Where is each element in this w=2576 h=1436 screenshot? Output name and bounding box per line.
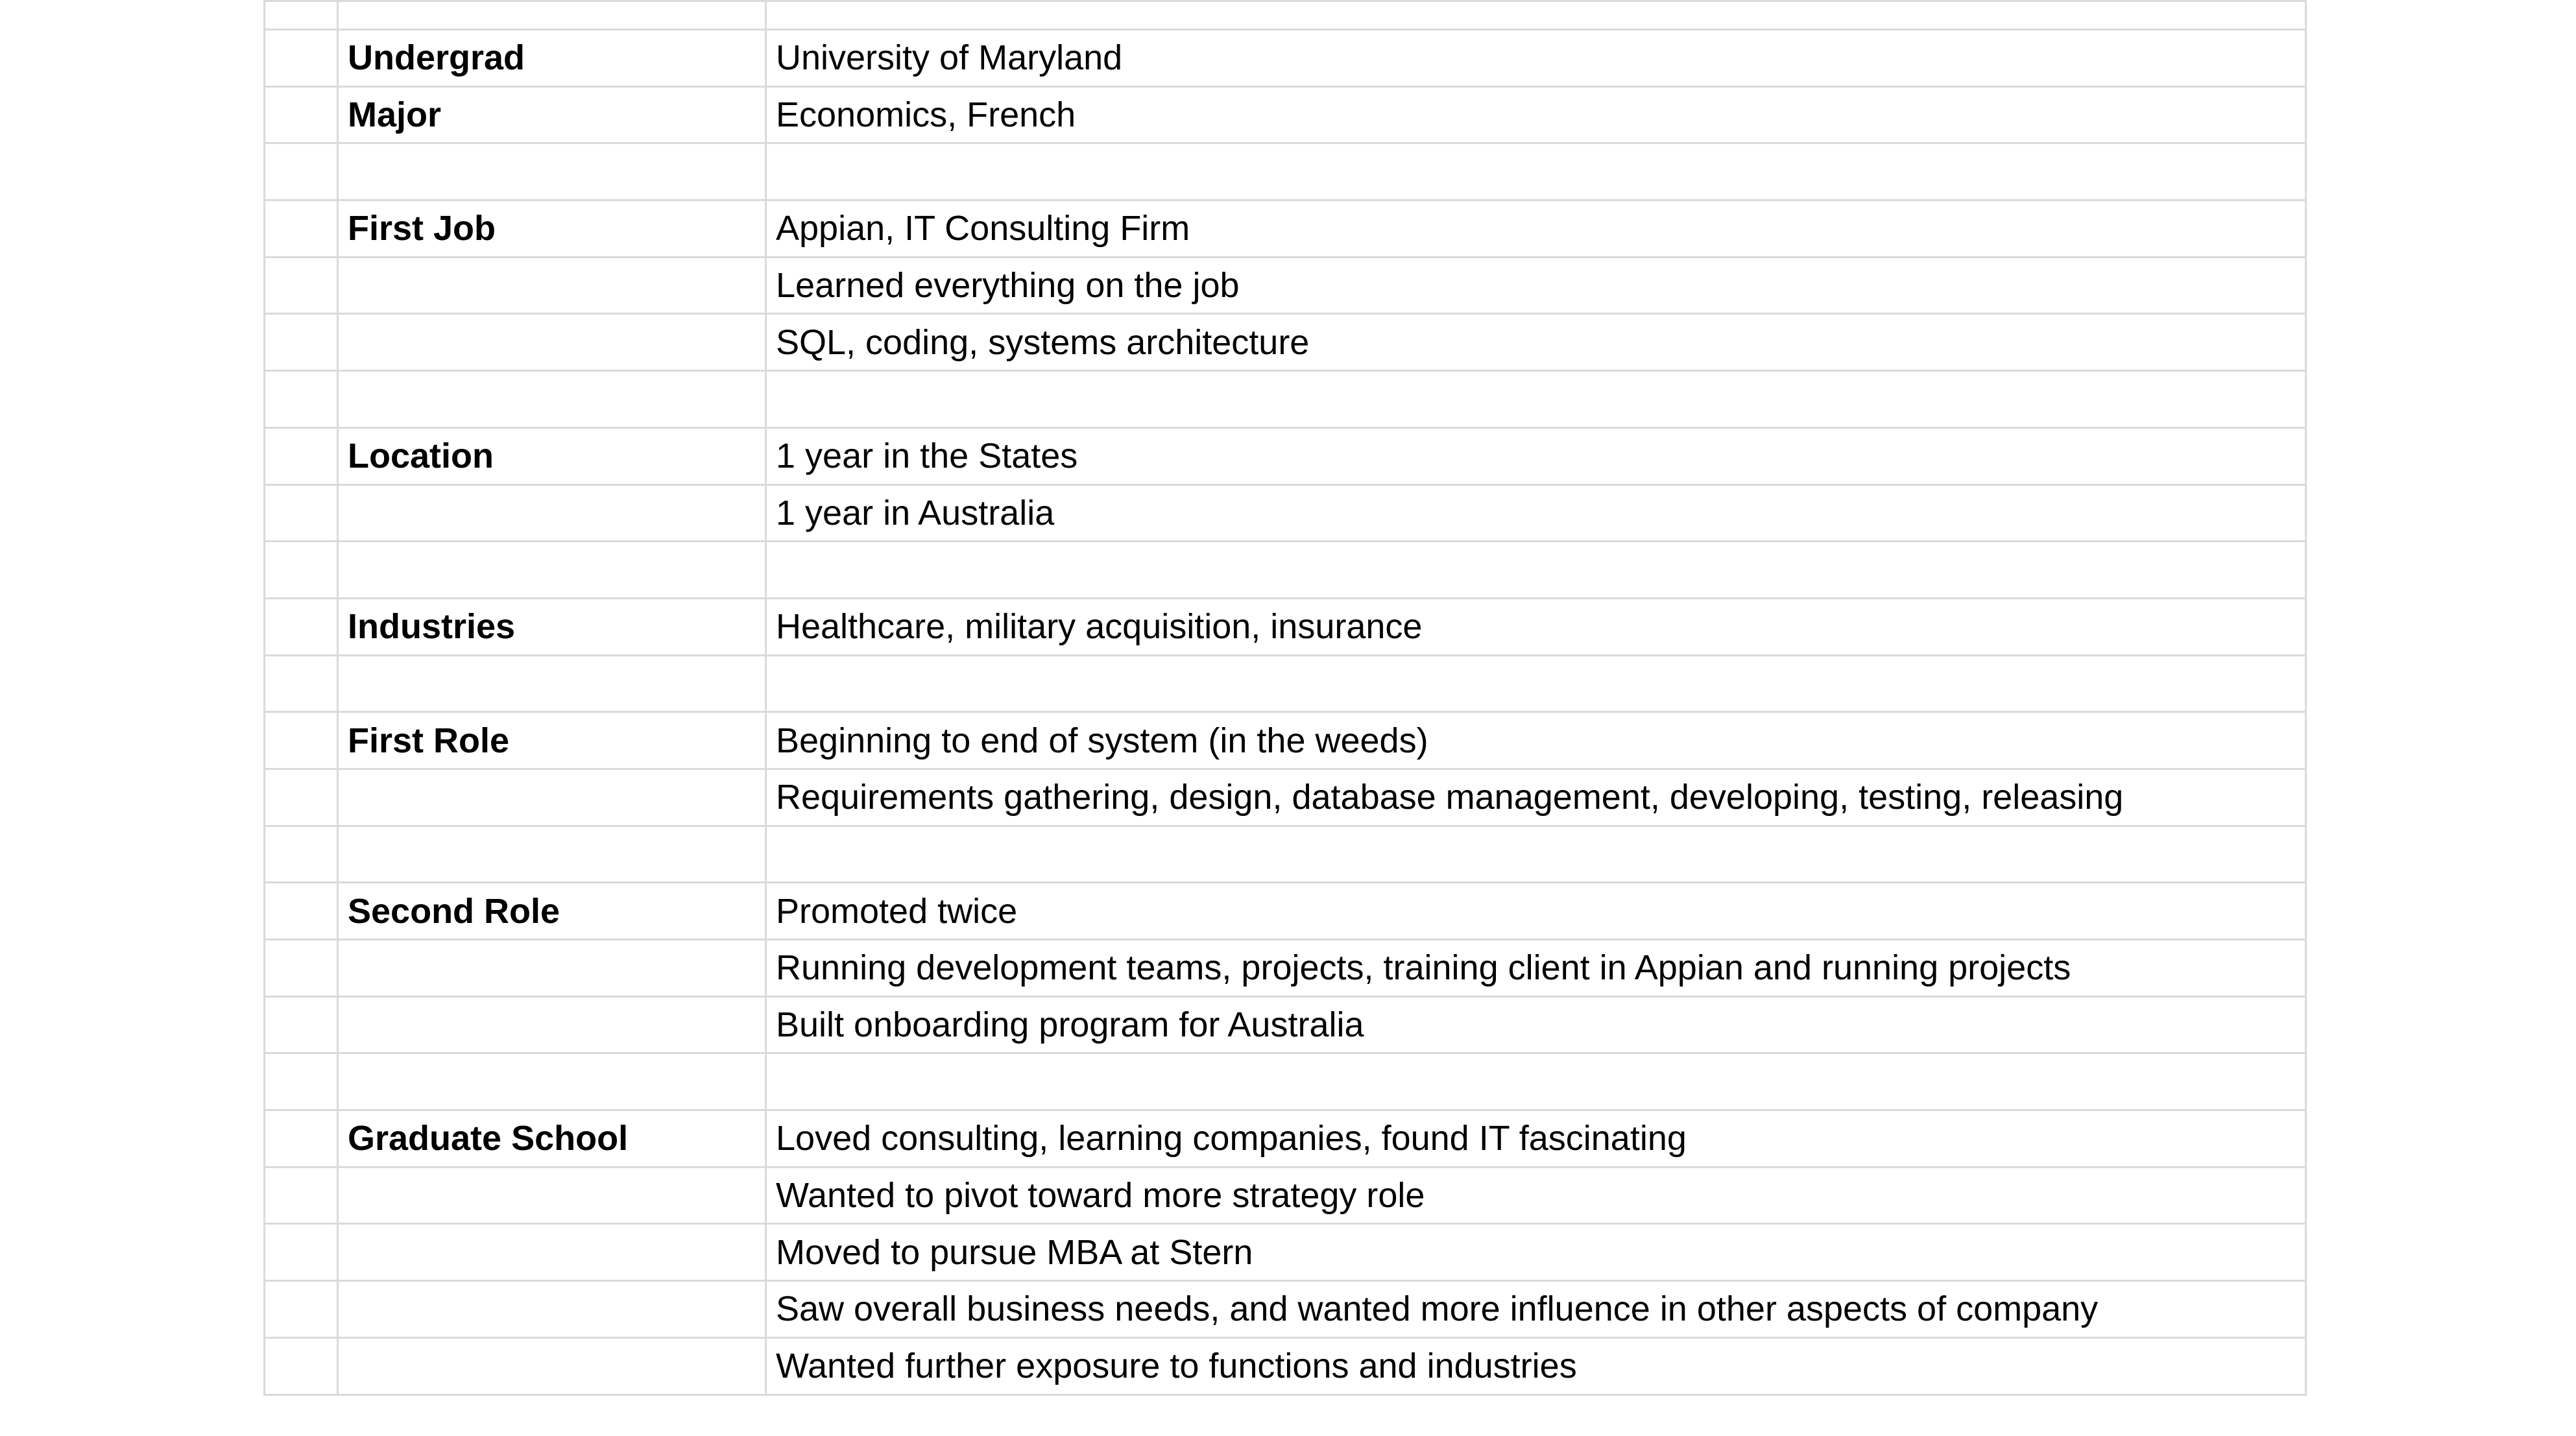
row-index-cell[interactable]: [265, 485, 338, 542]
row-index-cell[interactable]: [265, 1053, 338, 1110]
value-cell[interactable]: SQL, coding, systems architecture: [766, 314, 2306, 371]
value-cell[interactable]: University of Maryland: [766, 30, 2306, 87]
row-index-cell[interactable]: [265, 1, 338, 30]
table-row: [265, 1281, 2306, 1338]
label-cell[interactable]: Second Role: [338, 883, 766, 940]
value-cell[interactable]: [766, 542, 2306, 599]
table-row: [265, 1167, 2306, 1224]
value-cell[interactable]: [766, 371, 2306, 428]
row-index-cell[interactable]: [265, 1337, 338, 1394]
row-index-cell[interactable]: [265, 542, 338, 599]
table-row: [265, 427, 2306, 485]
value-cell[interactable]: Saw overall business needs, and wanted more influence in other aspects of company: [766, 1281, 2306, 1338]
label-cell[interactable]: [338, 1053, 766, 1110]
row-index-cell[interactable]: [265, 1167, 338, 1224]
label-cell[interactable]: [338, 314, 766, 371]
value-cell[interactable]: [766, 1, 2306, 30]
table-row: [265, 655, 2306, 712]
row-index-cell[interactable]: [265, 826, 338, 883]
label-cell[interactable]: Major: [338, 86, 766, 143]
row-index-cell[interactable]: [265, 314, 338, 371]
value-cell[interactable]: [766, 655, 2306, 712]
row-index-cell[interactable]: [265, 1110, 338, 1167]
spreadsheet-body: [265, 1, 2306, 1395]
row-index-cell[interactable]: [265, 769, 338, 826]
table-row: [265, 1224, 2306, 1281]
label-cell[interactable]: [338, 1167, 766, 1224]
value-cell[interactable]: Wanted to pivot toward more strategy role: [766, 1167, 2306, 1224]
value-cell[interactable]: 1 year in Australia: [766, 485, 2306, 542]
table-row: [265, 257, 2306, 314]
value-cell[interactable]: Running development teams, projects, training client in Appian and running projects: [766, 940, 2306, 997]
table-row: [265, 940, 2306, 997]
value-cell[interactable]: Healthcare, military acquisition, insurance: [766, 598, 2306, 655]
table-row: [265, 712, 2306, 769]
row-index-cell[interactable]: [265, 200, 338, 257]
row-index-cell[interactable]: [265, 257, 338, 314]
label-cell[interactable]: [338, 371, 766, 428]
label-cell[interactable]: Industries: [338, 598, 766, 655]
row-index-cell[interactable]: [265, 1224, 338, 1281]
table-row: [265, 30, 2306, 87]
label-cell[interactable]: [338, 996, 766, 1053]
value-cell[interactable]: 1 year in the States: [766, 427, 2306, 485]
label-cell[interactable]: First Role: [338, 712, 766, 769]
table-row: [265, 200, 2306, 257]
table-row: [265, 143, 2306, 200]
value-cell[interactable]: Built onboarding program for Australia: [766, 996, 2306, 1053]
row-index-cell[interactable]: [265, 712, 338, 769]
row-index-cell[interactable]: [265, 598, 338, 655]
table-row: [265, 1337, 2306, 1394]
table-row: [265, 485, 2306, 542]
label-cell[interactable]: [338, 769, 766, 826]
row-index-cell[interactable]: [265, 427, 338, 485]
table-row: [265, 371, 2306, 428]
row-index-cell[interactable]: [265, 371, 338, 428]
label-cell[interactable]: [338, 542, 766, 599]
row-index-cell[interactable]: [265, 655, 338, 712]
value-cell[interactable]: Appian, IT Consulting Firm: [766, 200, 2306, 257]
row-index-cell[interactable]: [265, 940, 338, 997]
table-row: [265, 996, 2306, 1053]
label-cell[interactable]: [338, 143, 766, 200]
row-index-cell[interactable]: [265, 883, 338, 940]
value-cell[interactable]: Economics, French: [766, 86, 2306, 143]
value-cell[interactable]: Beginning to end of system (in the weeds): [766, 712, 2306, 769]
table-row: [265, 883, 2306, 940]
value-cell[interactable]: Requirements gathering, design, database management, developing, testing, releasing: [766, 769, 2306, 826]
table-row: [265, 314, 2306, 371]
label-cell[interactable]: [338, 1, 766, 30]
value-cell[interactable]: [766, 826, 2306, 883]
table-row: [265, 1110, 2306, 1167]
table-row: [265, 1, 2306, 30]
table-row: [265, 826, 2306, 883]
row-index-cell[interactable]: [265, 30, 338, 87]
table-row: [265, 542, 2306, 599]
label-cell[interactable]: [338, 655, 766, 712]
value-cell[interactable]: [766, 143, 2306, 200]
row-index-cell[interactable]: [265, 143, 338, 200]
label-cell[interactable]: First Job: [338, 200, 766, 257]
label-cell[interactable]: Location: [338, 427, 766, 485]
label-cell[interactable]: [338, 1337, 766, 1394]
value-cell[interactable]: Wanted further exposure to functions and industries: [766, 1337, 2306, 1394]
value-cell[interactable]: Loved consulting, learning companies, found IT fascinating: [766, 1110, 2306, 1167]
label-cell[interactable]: Undergrad: [338, 30, 766, 87]
row-index-cell[interactable]: [265, 86, 338, 143]
row-index-cell[interactable]: [265, 996, 338, 1053]
table-row: [265, 1053, 2306, 1110]
label-cell[interactable]: [338, 826, 766, 883]
label-cell[interactable]: [338, 1224, 766, 1281]
row-index-cell[interactable]: [265, 1281, 338, 1338]
table-row: [265, 769, 2306, 826]
table-row: [265, 86, 2306, 143]
label-cell[interactable]: [338, 1281, 766, 1338]
label-cell[interactable]: [338, 940, 766, 997]
label-cell[interactable]: Graduate School: [338, 1110, 766, 1167]
table-row: [265, 598, 2306, 655]
value-cell[interactable]: Moved to pursue MBA at Stern: [766, 1224, 2306, 1281]
value-cell[interactable]: Promoted twice: [766, 883, 2306, 940]
spreadsheet-grid: [263, 0, 2307, 1396]
value-cell[interactable]: [766, 1053, 2306, 1110]
value-cell[interactable]: Learned everything on the job: [766, 257, 2306, 314]
label-cell[interactable]: [338, 257, 766, 314]
label-cell[interactable]: [338, 485, 766, 542]
